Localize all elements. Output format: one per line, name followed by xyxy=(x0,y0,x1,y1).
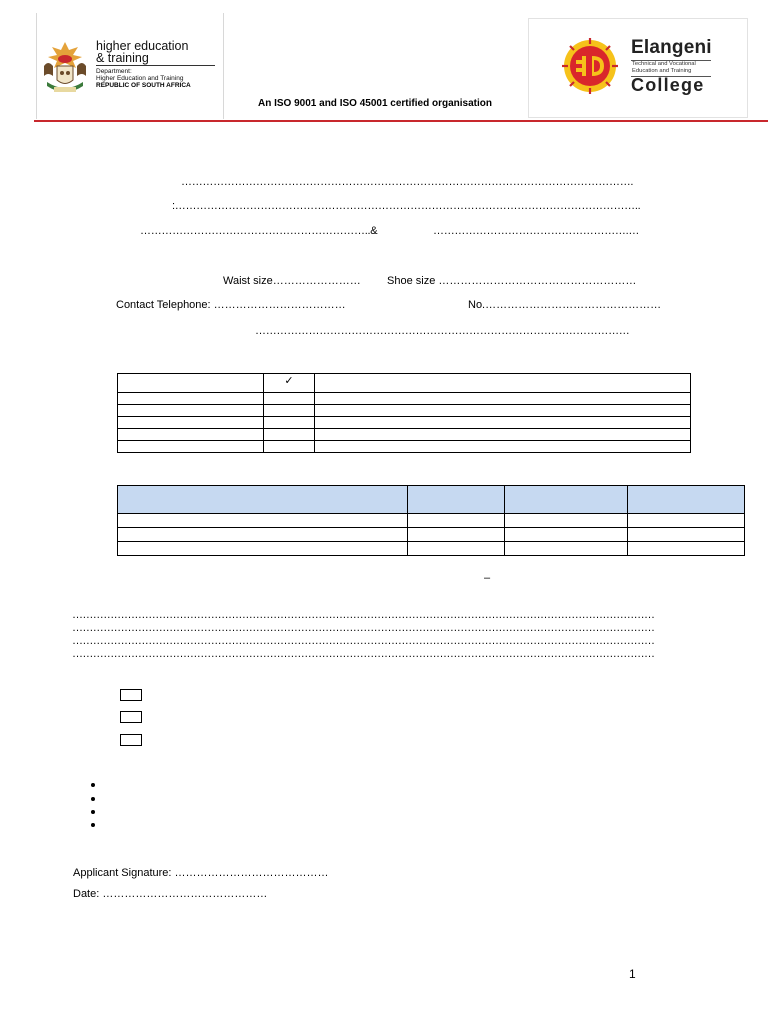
comment-line-4[interactable]: …………………………………………………………………………………………………………………………………………………… xyxy=(72,648,655,660)
dhet-title-line1: higher education xyxy=(96,39,189,53)
check-mark-icon: ✓ xyxy=(264,374,315,393)
shoe-size-field[interactable]: Shoe size ……………………………………………… xyxy=(387,275,637,287)
comment-line-2[interactable]: …………………………………………………………………………………………………………………………………………………… xyxy=(72,622,655,634)
table2-cell[interactable] xyxy=(408,542,505,556)
table2-cell[interactable] xyxy=(118,528,408,542)
college-name: Elangeni xyxy=(631,37,712,58)
number-field[interactable]: No.………………………………………… xyxy=(468,299,662,311)
table2-cell[interactable] xyxy=(628,542,745,556)
comment-line-1[interactable]: …………………………………………………………………………………………………………………………………………………… xyxy=(72,609,655,621)
bullet-icon xyxy=(91,783,95,787)
bullet-icon xyxy=(91,797,95,801)
dhet-dept-name: Higher Education and Training xyxy=(96,75,184,82)
contact-telephone-field[interactable]: Contact Telephone: ……………………………… xyxy=(116,299,346,311)
table2-cell[interactable] xyxy=(118,542,408,556)
table2-header-cell xyxy=(505,486,628,514)
table1-cell[interactable] xyxy=(264,429,315,441)
table2-cell[interactable] xyxy=(408,514,505,528)
table1-cell[interactable] xyxy=(315,417,691,429)
table1-cell[interactable] xyxy=(118,405,264,417)
dhet-title-line2: & training xyxy=(96,51,149,65)
form-line-3-left[interactable]: ………………………………………………………..& xyxy=(140,225,378,237)
selection-table xyxy=(117,373,691,453)
table2-cell[interactable] xyxy=(505,542,628,556)
iso-certification-text: An ISO 9001 and ISO 45001 certified organisation xyxy=(258,98,492,109)
college-word: College xyxy=(631,75,705,95)
header-rule xyxy=(34,120,768,122)
table1-cell[interactable] xyxy=(315,441,691,453)
form-line-3-right[interactable]: ……………………………………………….… xyxy=(433,225,640,237)
table1-cell xyxy=(118,374,264,393)
elangeni-logo-icon xyxy=(560,38,620,94)
comment-line-3[interactable]: …………………………………………………………………………………………………………………………………………………… xyxy=(72,635,655,647)
details-table xyxy=(117,485,745,556)
form-line-1[interactable]: ………………………………………………………………………………………………………………. xyxy=(181,176,634,188)
table1-cell[interactable] xyxy=(315,393,691,405)
dhet-country: REPUBLIC OF SOUTH AFRICA xyxy=(96,82,191,89)
table1-cell[interactable] xyxy=(264,417,315,429)
table1-cell[interactable] xyxy=(118,417,264,429)
table1-cell[interactable] xyxy=(264,405,315,417)
page-number: 1 xyxy=(629,967,636,981)
option-checkbox-2[interactable] xyxy=(120,711,142,723)
coat-of-arms-icon xyxy=(40,40,90,96)
table1-cell[interactable] xyxy=(118,429,264,441)
applicant-signature-field[interactable]: Applicant Signature: …………………………………… xyxy=(73,867,329,879)
table2-header-cell xyxy=(408,486,505,514)
table1-cell[interactable] xyxy=(264,441,315,453)
form-line-5[interactable]: …………………………………………………………………………………………… xyxy=(255,325,630,337)
option-checkbox-3[interactable] xyxy=(120,734,142,746)
table2-cell[interactable] xyxy=(628,514,745,528)
date-field[interactable]: Date: ……………………………………… xyxy=(73,888,268,900)
table1-cell xyxy=(315,374,691,393)
table2-cell[interactable] xyxy=(505,528,628,542)
bullet-icon xyxy=(91,823,95,827)
table1-cell[interactable] xyxy=(118,393,264,405)
table2-header-cell xyxy=(628,486,745,514)
table1-cell[interactable] xyxy=(118,441,264,453)
table2-header-cell xyxy=(118,486,408,514)
dhet-dept-label: Department: xyxy=(96,68,132,75)
dhet-divider xyxy=(96,65,215,66)
table1-cell[interactable] xyxy=(315,405,691,417)
option-checkbox-1[interactable] xyxy=(120,689,142,701)
bullet-icon xyxy=(91,810,95,814)
table2-cell[interactable] xyxy=(408,528,505,542)
table2-cell[interactable] xyxy=(118,514,408,528)
table2-cell[interactable] xyxy=(505,514,628,528)
dash-mark: – xyxy=(484,572,491,584)
form-line-2[interactable]: :………………………………………………………………………………………………………………….. xyxy=(172,200,641,212)
college-tagline-1: Technical and Vocational xyxy=(632,61,696,67)
table2-cell[interactable] xyxy=(628,528,745,542)
college-tagline-2: Education and Training xyxy=(632,68,692,74)
table1-cell[interactable] xyxy=(315,429,691,441)
waist-size-field[interactable]: Waist size…………………… xyxy=(223,275,361,287)
table1-cell[interactable] xyxy=(264,393,315,405)
